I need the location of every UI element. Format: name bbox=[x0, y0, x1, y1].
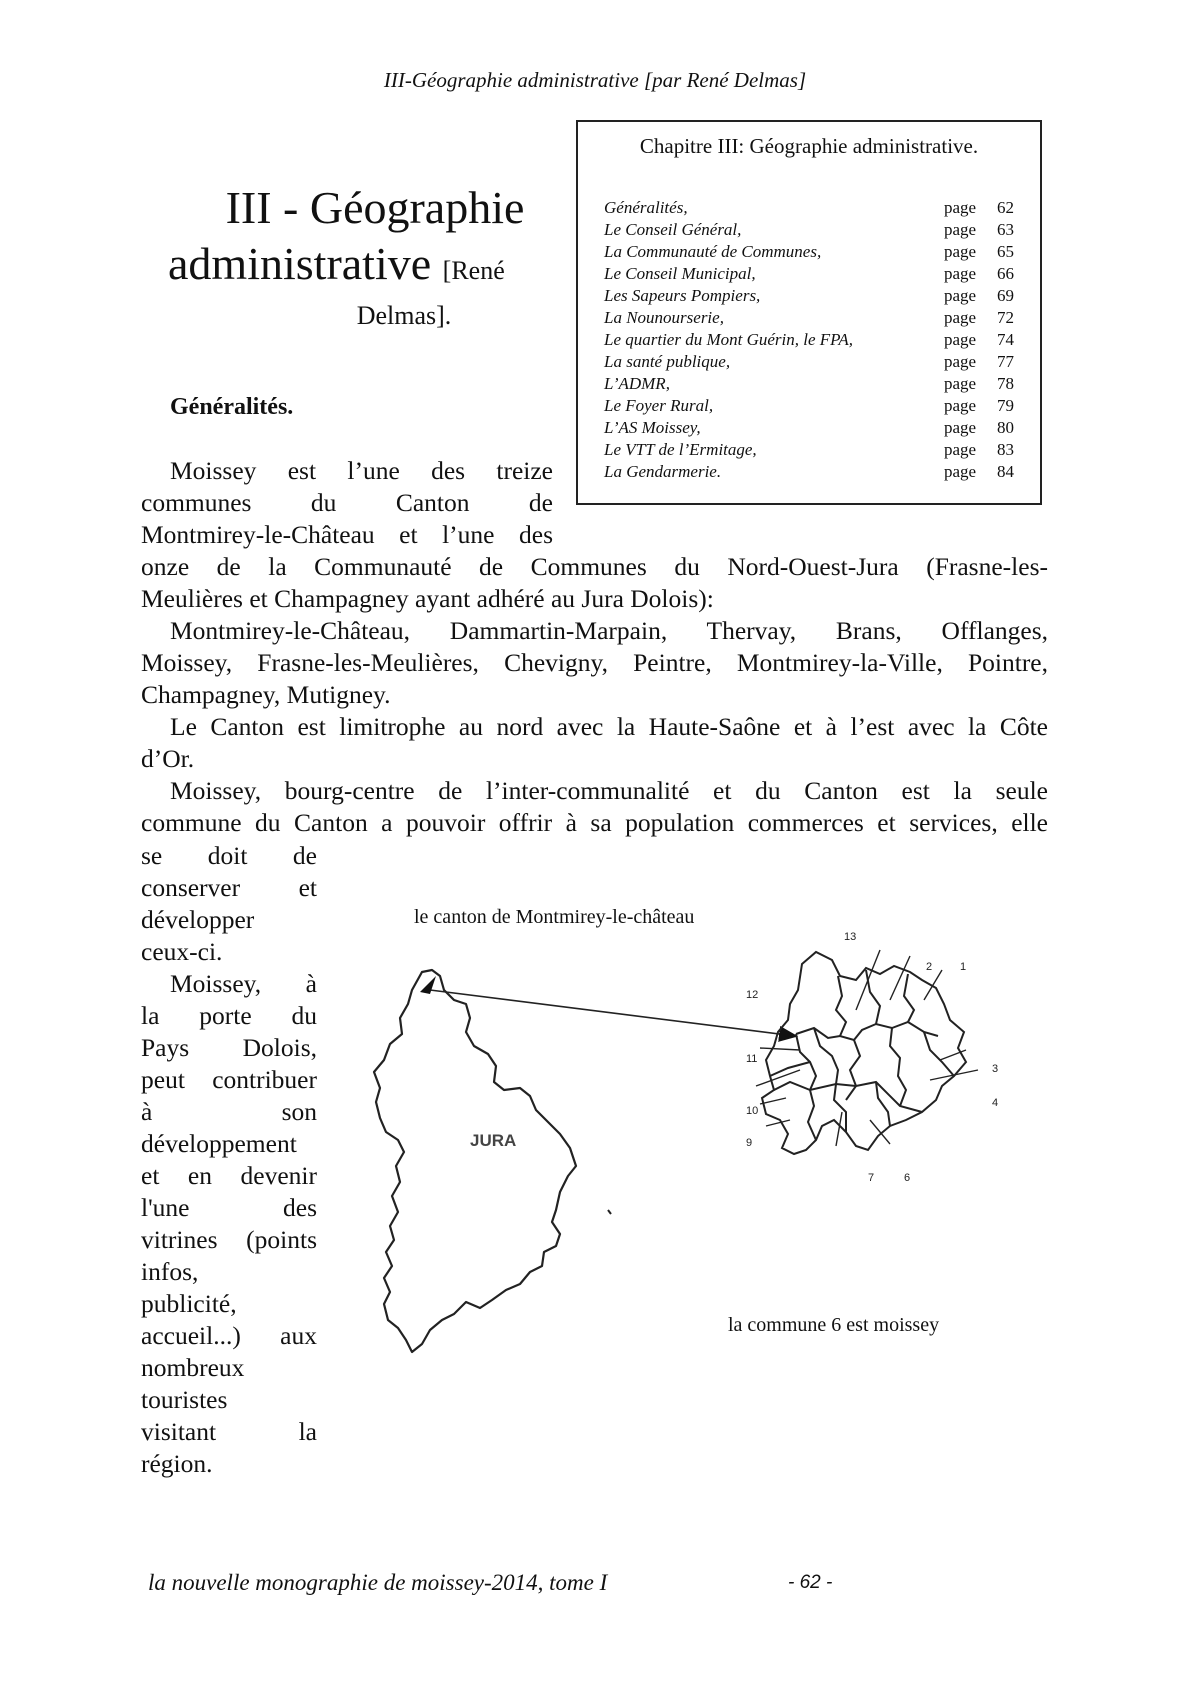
toc-item-page-word: page bbox=[944, 330, 977, 349]
column-line: région. bbox=[141, 1449, 213, 1478]
toc-item-page-number: 83 bbox=[997, 440, 1014, 459]
paragraph-4-line-1: Moissey, bourg-centre de l’inter-communalité et du Canton est la seule bbox=[170, 776, 1048, 805]
column-line: à son bbox=[141, 1097, 317, 1126]
toc-item-page-number: 72 bbox=[997, 308, 1014, 327]
toc-item-page-number: 77 bbox=[997, 352, 1014, 371]
table-of-contents bbox=[576, 120, 1042, 505]
title-line-1: III - Géographie bbox=[225, 182, 525, 233]
paragraph-1-line-3: Montmirey-le-Château et l’une des bbox=[141, 520, 553, 549]
toc-list bbox=[604, 197, 1014, 483]
toc-item-page-number: 78 bbox=[997, 374, 1014, 393]
map-caption-top: le canton de Montmirey-le-château bbox=[414, 906, 695, 928]
commune-number: 3 bbox=[992, 1063, 999, 1075]
commune-number: 4 bbox=[992, 1097, 999, 1109]
toc-item-page-number: 74 bbox=[997, 330, 1014, 349]
column-line: nombreux bbox=[141, 1353, 245, 1382]
column-line: se doit de bbox=[141, 841, 317, 870]
toc-item-label: Le Conseil Municipal, bbox=[604, 264, 756, 283]
column-line: développer bbox=[141, 905, 255, 934]
column-line: ceux-ci. bbox=[141, 937, 223, 966]
toc-item-page-word: page bbox=[944, 286, 977, 305]
toc-item bbox=[604, 417, 1014, 439]
toc-item-page-number: 62 bbox=[997, 198, 1014, 217]
paragraph-3-line-1: Le Canton est limitrophe au nord avec la Haute-Saône et à l’est avec la Côte bbox=[170, 712, 1048, 741]
paragraph-3-line-2: d’Or. bbox=[141, 744, 195, 773]
jura-outline bbox=[374, 970, 576, 1352]
toc-item-label: Le Foyer Rural, bbox=[604, 396, 714, 415]
toc-item-page-word: page bbox=[944, 418, 977, 437]
toc-item bbox=[604, 395, 1014, 417]
toc-item-page-number: 63 bbox=[997, 220, 1014, 239]
toc-item-page-number: 65 bbox=[997, 242, 1014, 261]
section-heading: Généralités. bbox=[170, 394, 294, 420]
paragraph-2-line-1: Montmirey-le-Château, Dammartin-Marpain, Thervay, Brans, Offlanges, bbox=[170, 616, 1048, 645]
toc-item bbox=[604, 285, 1014, 307]
commune-number: 10 bbox=[746, 1105, 759, 1117]
column-line: Moissey, à bbox=[170, 969, 317, 998]
paragraph-1-line-1: Moissey est l’une des treize bbox=[170, 456, 553, 485]
toc-item-label: Le VTT de l’Ermitage, bbox=[604, 440, 757, 459]
toc-item bbox=[604, 351, 1014, 373]
toc-item-page-word: page bbox=[944, 396, 977, 415]
paragraph-1-line-4: onze de la Communauté de Communes du Nord-Ouest-Jura (Frasne-les- bbox=[141, 552, 1048, 581]
toc-item bbox=[604, 439, 1014, 461]
column-line: et en devenir bbox=[141, 1161, 317, 1190]
commune-number: 2 bbox=[926, 961, 933, 973]
toc-item-page-word: page bbox=[944, 462, 977, 481]
toc-item-page-word: page bbox=[944, 220, 977, 239]
toc-item-label: Généralités, bbox=[604, 198, 688, 217]
footer-title: la nouvelle monographie de moissey-2014, tome I bbox=[148, 1570, 608, 1595]
column-line: touristes bbox=[141, 1385, 228, 1414]
column-line: la porte du bbox=[141, 1001, 317, 1030]
running-header: III-Géographie administrative [par René Delmas] bbox=[383, 68, 807, 92]
commune-number: 1 bbox=[960, 961, 967, 973]
commune-number: 11 bbox=[746, 1053, 758, 1065]
title-line-2 bbox=[168, 236, 560, 299]
toc-item-page-word: page bbox=[944, 264, 977, 283]
column-line: publicité, bbox=[141, 1289, 237, 1318]
column-line: accueil...) aux bbox=[141, 1321, 317, 1350]
toc-item-page-word: page bbox=[944, 308, 977, 327]
toc-item-page-number: 66 bbox=[997, 264, 1014, 283]
toc-item bbox=[604, 241, 1014, 263]
toc-item bbox=[604, 373, 1014, 395]
toc-item-label: Les Sapeurs Pompiers, bbox=[604, 286, 761, 305]
column-line: infos, bbox=[141, 1257, 199, 1286]
title-author-part-1: [René bbox=[442, 256, 505, 285]
toc-item-page-number: 79 bbox=[997, 396, 1014, 415]
column-line: visitant la bbox=[141, 1417, 317, 1446]
column-line: vitrines (points bbox=[141, 1225, 317, 1254]
commune-number: 7 bbox=[868, 1172, 875, 1184]
toc-item-page-word: page bbox=[944, 374, 977, 393]
toc-item-label: La Gendarmerie. bbox=[604, 462, 722, 481]
toc-item-page-word: page bbox=[944, 440, 977, 459]
toc-item-label: Le Conseil Général, bbox=[604, 220, 742, 239]
title-author-part-2: Delmas]. bbox=[356, 301, 452, 330]
commune-number: 13 bbox=[844, 931, 857, 943]
toc-item-page-word: page bbox=[944, 198, 977, 217]
toc-item bbox=[604, 461, 1014, 483]
column-line: conserver et bbox=[141, 873, 317, 902]
canton-map-figure bbox=[370, 900, 1030, 1380]
toc-item-label: La santé publique, bbox=[604, 352, 731, 371]
toc-item-label: L’ADMR, bbox=[604, 374, 670, 393]
toc-item-page-number: 84 bbox=[997, 462, 1014, 481]
chapter-title bbox=[160, 180, 560, 333]
toc-item-page-number: 80 bbox=[997, 418, 1014, 437]
toc-item bbox=[604, 329, 1014, 351]
toc-item-label: Le quartier du Mont Guérin, le FPA, bbox=[604, 330, 853, 349]
column-line: développement bbox=[141, 1129, 297, 1158]
paragraph-2-line-2: Moissey, Frasne-les-Meulières, Chevigny, Peintre, Montmirey-la-Ville, Pointre, bbox=[141, 648, 1048, 677]
column-line: peut contribuer bbox=[141, 1065, 317, 1094]
footer-page-number: - 62 - bbox=[788, 1572, 833, 1593]
canton-map-drawing bbox=[370, 900, 1030, 1380]
paragraph-1-line-5: Meulières et Champagney ayant adhéré au Jura Dolois): bbox=[141, 584, 714, 613]
toc-item-page-number: 69 bbox=[997, 286, 1014, 305]
toc-heading: Chapitre III: Géographie administrative. bbox=[639, 134, 979, 158]
paragraph-1-line-2: communes du Canton de bbox=[141, 488, 553, 517]
commune-number: 9 bbox=[746, 1137, 753, 1149]
paragraph-2-line-3: Champagney, Mutigney. bbox=[141, 680, 391, 709]
map-caption-bottom: la commune 6 est moissey bbox=[728, 1314, 940, 1336]
commune-number: 6 bbox=[904, 1172, 911, 1184]
toc-item bbox=[604, 263, 1014, 285]
column-line: l'une des bbox=[141, 1193, 317, 1222]
title-word-administrative: administrative bbox=[168, 238, 432, 289]
commune-number: 12 bbox=[746, 989, 759, 1001]
toc-item bbox=[604, 197, 1014, 219]
toc-item-label: La Nounourserie, bbox=[604, 308, 724, 327]
toc-item-label: La Communauté de Communes, bbox=[604, 242, 822, 261]
toc-item bbox=[604, 307, 1014, 329]
toc-item-page-word: page bbox=[944, 242, 977, 261]
narrow-text-column bbox=[141, 840, 317, 1480]
jura-label: JURA bbox=[470, 1131, 517, 1150]
toc-item bbox=[604, 219, 1014, 241]
toc-item-page-word: page bbox=[944, 352, 977, 371]
toc-item-label: L’AS Moissey, bbox=[604, 418, 701, 437]
paragraph-4-line-2: commune du Canton a pouvoir offrir à sa population commerces et services, elle bbox=[141, 808, 1048, 837]
column-line: Pays Dolois, bbox=[141, 1033, 317, 1062]
